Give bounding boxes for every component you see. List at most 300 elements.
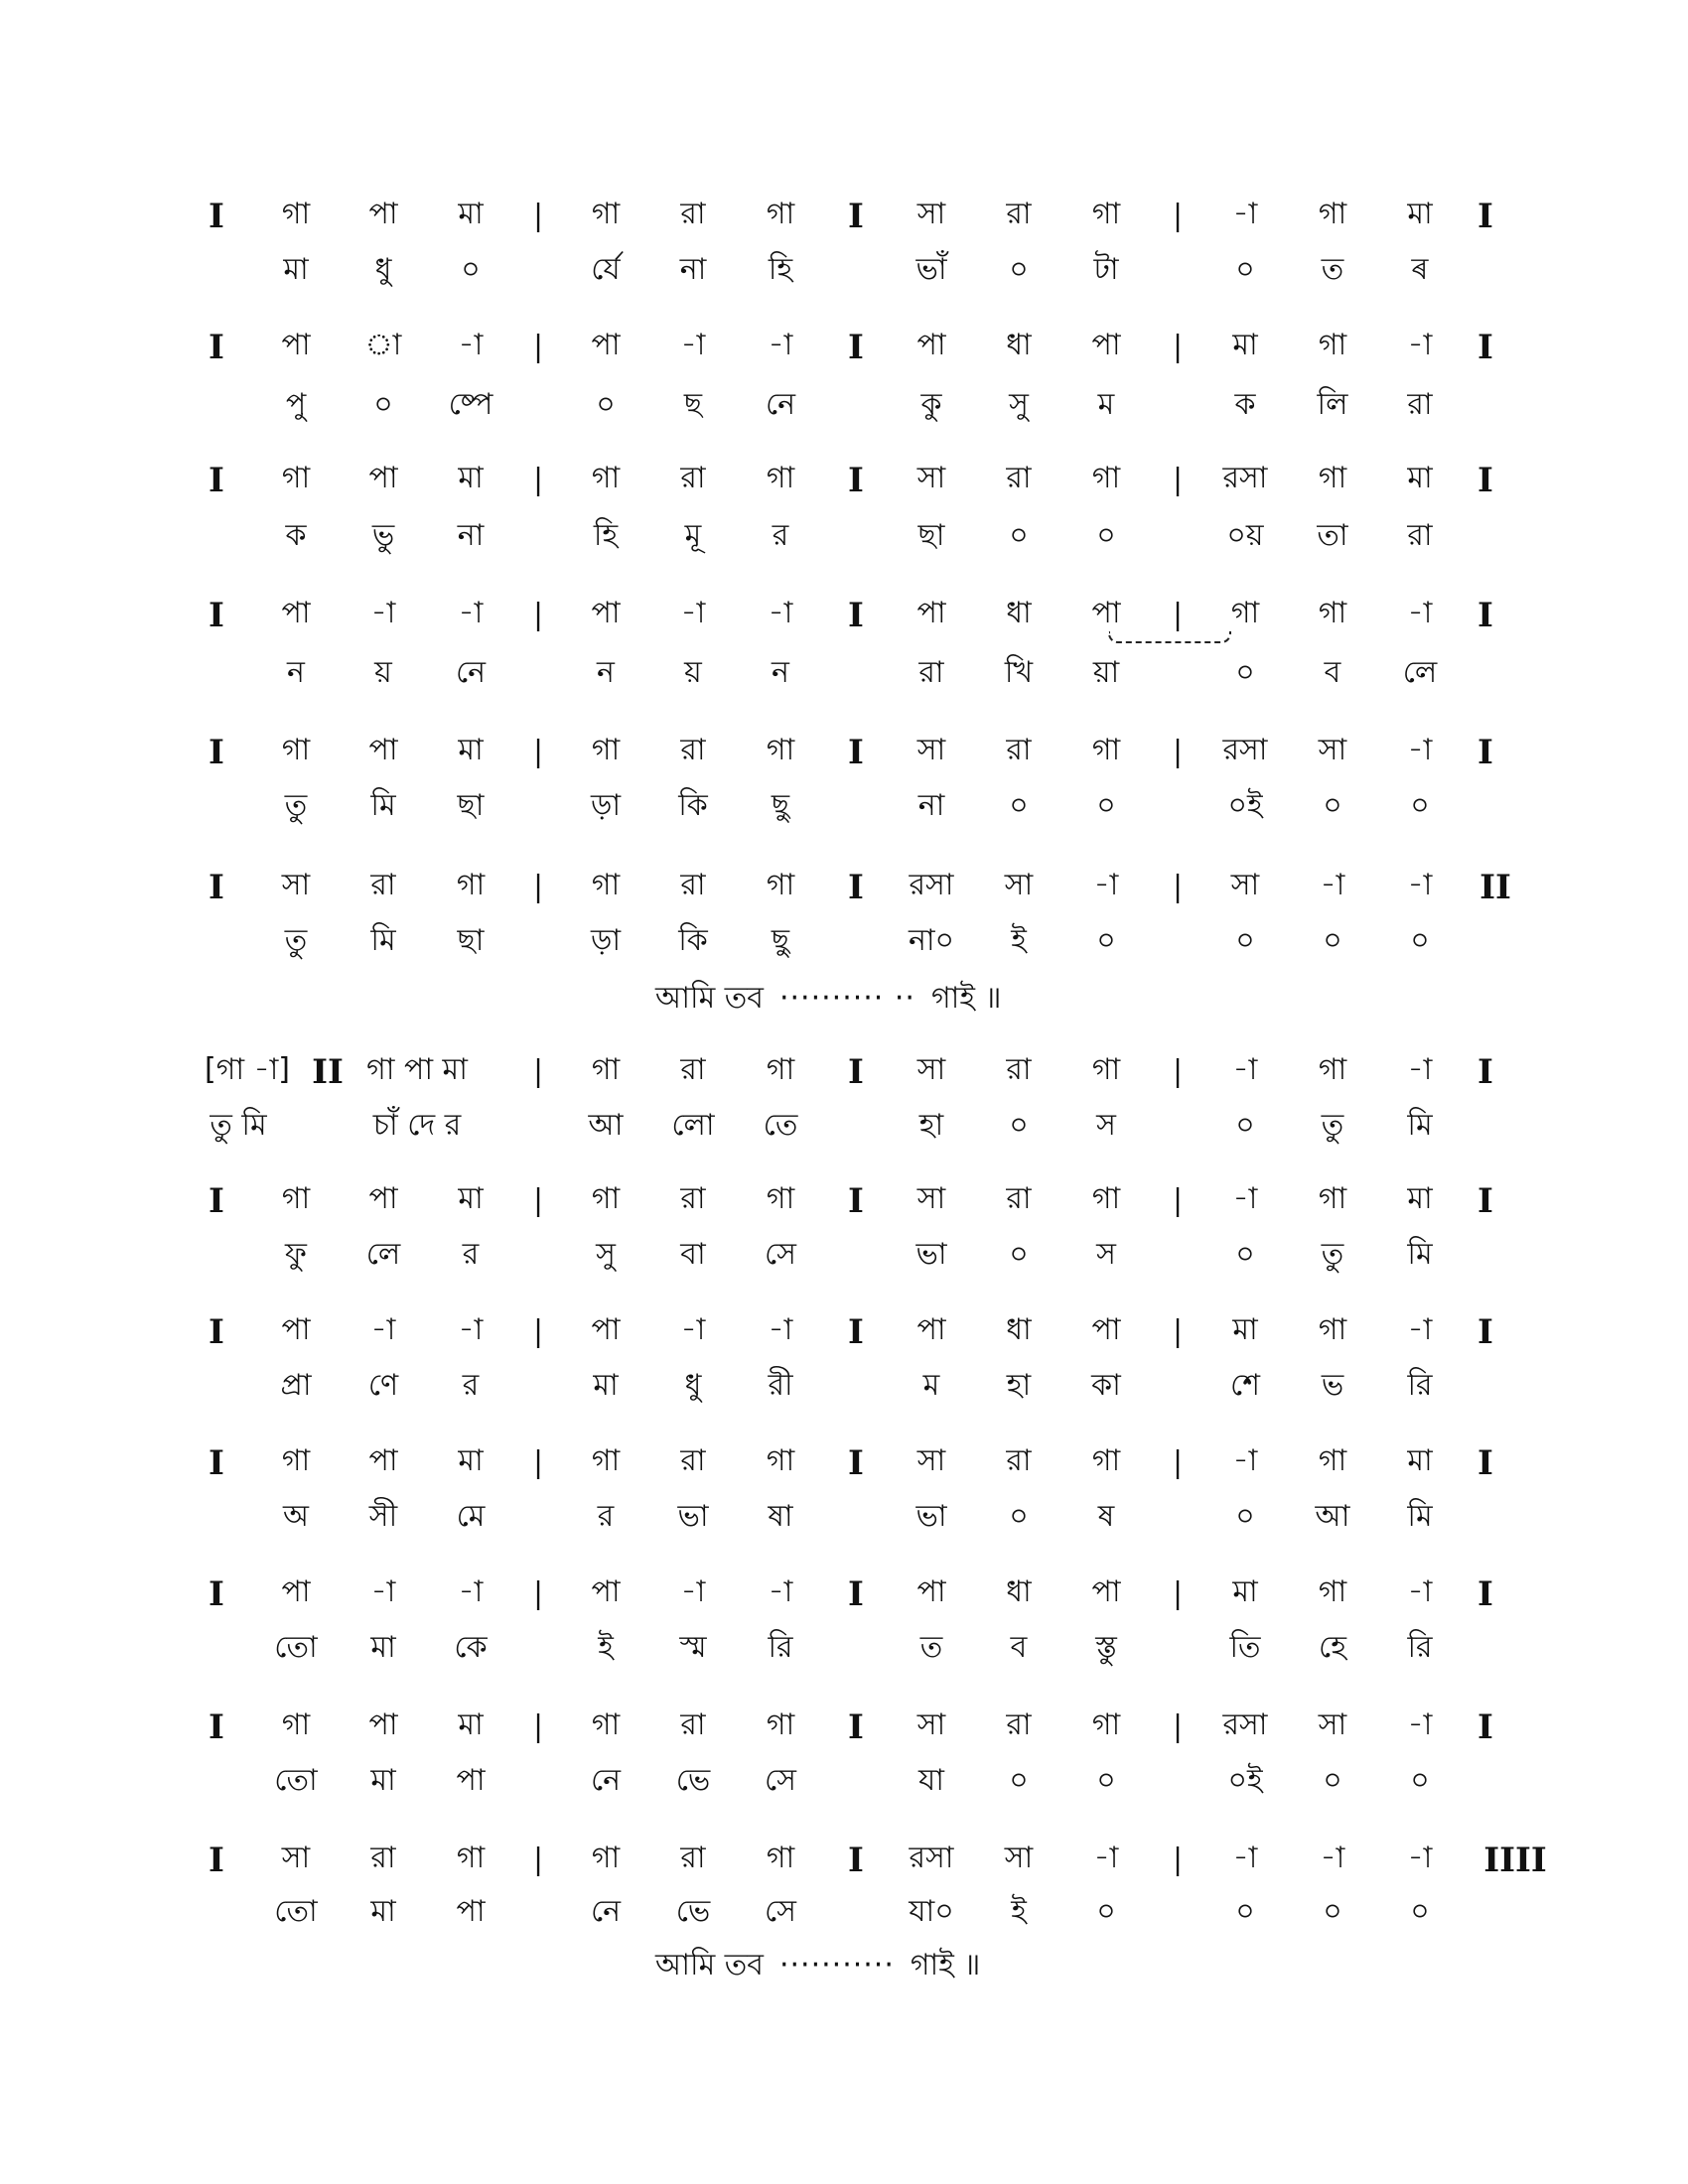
- note-cell: রসা: [909, 868, 954, 902]
- note-cell: সা: [1004, 868, 1034, 902]
- section-bar: I: [209, 1443, 224, 1483]
- note-cell: সা: [916, 1443, 946, 1478]
- lyric-row: [0, 250, 1688, 314]
- note-cell: গা: [591, 1443, 621, 1478]
- note-cell: ধা: [1006, 1574, 1032, 1609]
- lyric-syllable: ছা: [917, 518, 945, 553]
- lyric-syllable: ০: [1009, 1108, 1029, 1143]
- lyric-syllable: পা: [456, 1894, 486, 1929]
- measure-bar: |: [1172, 1054, 1184, 1089]
- lyric-syllable: ধু: [684, 1368, 702, 1403]
- note-cell: গা: [1318, 1443, 1347, 1478]
- section-bar: I: [848, 868, 864, 907]
- note-cell: -া: [1407, 1052, 1433, 1087]
- lyric-syllable: ০: [1009, 518, 1029, 553]
- note-cell: রা: [680, 197, 706, 231]
- note-cell: গা: [281, 1181, 311, 1216]
- lyric-syllable: ভা: [677, 1499, 709, 1534]
- lyric-row: [0, 921, 1688, 985]
- section-bar: I: [209, 1707, 224, 1747]
- lyric-syllable: র: [597, 1499, 615, 1534]
- note-cell: সা: [281, 868, 311, 902]
- lyric-syllable: র: [772, 518, 789, 553]
- lyric-syllable: ০: [1323, 1763, 1342, 1798]
- note-cell: -া: [680, 328, 706, 362]
- note-cell: পা: [368, 1443, 398, 1478]
- lyric-syllable: স: [1096, 1108, 1116, 1143]
- lyric-syllable: মূ: [684, 518, 702, 553]
- note-cell: -া: [1407, 868, 1433, 902]
- lyric-syllable: রা: [918, 655, 944, 690]
- lyric-syllable: ভে: [675, 1763, 711, 1798]
- note-cell: রা: [680, 1052, 706, 1087]
- note-cell: -া: [1232, 1443, 1258, 1478]
- tie-slur: [1108, 631, 1231, 643]
- measure-bar: |: [532, 1576, 544, 1611]
- lyric-syllable: কু: [920, 387, 942, 422]
- note-cell: গা: [766, 1443, 795, 1478]
- lyric-syllable: খি: [1004, 655, 1034, 690]
- note-cell: -া: [680, 1574, 706, 1609]
- note-cell: পা: [368, 733, 398, 767]
- lyric-syllable: র্যে: [591, 252, 621, 287]
- lyric-syllable: ০: [1096, 518, 1116, 553]
- lyric-syllable: ০: [1235, 1237, 1255, 1272]
- note-cell: রসা: [1222, 1707, 1268, 1742]
- lyric-syllable: স্ম: [679, 1630, 707, 1665]
- lyric-syllable: ভু: [371, 518, 395, 553]
- lyric-syllable: মা: [593, 1368, 619, 1403]
- lyric-syllable: কা: [1091, 1368, 1121, 1403]
- lyric-syllable: হি: [768, 252, 793, 287]
- note-cell: -া: [1407, 328, 1433, 362]
- note-cell: সা: [916, 197, 946, 231]
- lyric-syllable: ধু: [374, 252, 392, 287]
- note-cell: -া: [370, 1312, 396, 1347]
- end-bar: II: [312, 1052, 344, 1092]
- measure-bar: |: [532, 1709, 544, 1744]
- lyric-row: [0, 1106, 1688, 1169]
- note-cell: গা: [281, 197, 311, 231]
- note-cell: গা: [281, 733, 311, 767]
- lyric-syllable: ৰ: [1411, 252, 1429, 287]
- measure-bar: |: [1172, 870, 1184, 904]
- lyric-syllable: ০: [1096, 788, 1116, 823]
- lyric-syllable: ছ: [683, 387, 703, 422]
- refrain-start: আমি তব: [655, 1948, 764, 1982]
- lyric-syllable: পু: [285, 387, 307, 422]
- lyric-syllable: ন: [287, 655, 305, 690]
- lyric-syllable: র: [462, 1368, 480, 1403]
- lyric-syllable: লো: [671, 1108, 715, 1143]
- note-cell: সা: [916, 461, 946, 495]
- measure-bar: |: [532, 598, 544, 632]
- lyric-syllable: সু: [596, 1237, 616, 1272]
- lyric-syllable: ষা: [768, 1499, 793, 1534]
- refrain-line: [655, 979, 1001, 1019]
- note-cell: মা: [1407, 1181, 1433, 1216]
- measure-bar: |: [532, 1054, 544, 1089]
- lyric-syllable: ভা: [915, 1499, 947, 1534]
- note-cell: গা: [1091, 461, 1121, 495]
- lyric-syllable: নে: [590, 1763, 622, 1798]
- note-cell: -া: [1407, 1841, 1433, 1875]
- lyric-syllable: তু: [284, 788, 308, 823]
- note-cell: -া: [1320, 1841, 1345, 1875]
- lyric-row: [0, 653, 1688, 717]
- measure-bar: |: [1172, 1445, 1184, 1480]
- end-bar: II: [1479, 868, 1511, 907]
- note-cell: রসা: [1222, 733, 1268, 767]
- lyric-syllable: ০: [1235, 655, 1255, 690]
- lyric-syllable: নে: [455, 655, 487, 690]
- lyric-syllable: শে: [1230, 1368, 1260, 1403]
- note-cell: পা: [281, 596, 311, 630]
- note-cell: -া: [1407, 1312, 1433, 1347]
- section-bar: I: [848, 1443, 864, 1483]
- note-cell: -া: [680, 596, 706, 630]
- note-cell: পা: [1091, 1574, 1121, 1609]
- note-cell: গা: [766, 733, 795, 767]
- note-cell: রা: [680, 461, 706, 495]
- lyric-syllable: ০: [1096, 923, 1116, 958]
- note-cell: -া: [1232, 1181, 1258, 1216]
- refrain-dots: ···········: [778, 1948, 895, 1982]
- lyric-syllable: ভাঁ: [915, 252, 947, 287]
- note-cell: রসা: [1222, 461, 1268, 495]
- note-cell: গা: [1091, 1443, 1121, 1478]
- section-bar: I: [209, 868, 224, 907]
- lyric-syllable: কি: [678, 923, 708, 958]
- lyric-syllable: ০: [1410, 1763, 1430, 1798]
- section-bar: I: [1477, 1312, 1493, 1352]
- section-bar: I: [848, 1312, 864, 1352]
- note-cell: গা: [1230, 596, 1260, 630]
- section-bar: I: [1477, 328, 1493, 367]
- note-cell: মা: [1232, 328, 1258, 362]
- note-row: [0, 459, 1688, 522]
- lyric-syllable: ০: [461, 252, 481, 287]
- refrain-end: গাই ॥: [910, 1948, 981, 1982]
- note-cell: রা: [1006, 197, 1032, 231]
- note-cell: পা: [1091, 1312, 1121, 1347]
- note-cell: সা: [916, 1707, 946, 1742]
- lyric-syllable: ছু: [771, 923, 790, 958]
- lyric-syllable: ভে: [675, 1894, 711, 1929]
- note-cell: গা: [591, 1707, 621, 1742]
- note-cell: পা: [281, 328, 311, 362]
- lyric-syllable: না: [917, 788, 945, 823]
- section-bar: I: [209, 733, 224, 772]
- note-cell: সা: [281, 1841, 311, 1875]
- lyric-syllable: আ: [588, 1108, 624, 1143]
- section-bar: I: [848, 1052, 864, 1092]
- lyric-row: [0, 1628, 1688, 1692]
- note-cell: রা: [680, 868, 706, 902]
- note-cell: রা: [680, 1707, 706, 1742]
- lyric-syllable: হে: [1319, 1630, 1346, 1665]
- note-cell: গা পা মা: [366, 1052, 468, 1087]
- note-row: [0, 866, 1688, 929]
- note-cell: সা: [916, 733, 946, 767]
- note-cell: সা: [1230, 868, 1260, 902]
- note-cell: সা: [916, 1052, 946, 1087]
- section-bar: I: [209, 328, 224, 367]
- note-cell: পা: [1091, 596, 1121, 630]
- lyric-syllable: মে: [456, 1499, 486, 1534]
- lyric-syllable: তু: [1321, 1237, 1344, 1272]
- note-cell: পা: [916, 328, 946, 362]
- section-bar: I: [209, 596, 224, 635]
- note-cell: -া: [1232, 1052, 1258, 1087]
- note-cell: পা: [591, 328, 621, 362]
- note-cell: -া: [768, 1312, 793, 1347]
- note-cell: গা: [591, 1841, 621, 1875]
- lyric-syllable: ০: [373, 387, 393, 422]
- note-row: [0, 1179, 1688, 1243]
- lyric-syllable: পা: [456, 1763, 486, 1798]
- note-cell: পা: [591, 1312, 621, 1347]
- section-bar: I: [209, 1312, 224, 1352]
- note-cell: রা: [1006, 461, 1032, 495]
- section-bar: I: [1477, 461, 1493, 500]
- lyric-syllable: না: [679, 252, 707, 287]
- note-cell: -া: [680, 1312, 706, 1347]
- note-cell: রা: [370, 1841, 396, 1875]
- lyric-syllable: ত: [1321, 252, 1344, 287]
- lyric-syllable: ছা: [457, 788, 485, 823]
- lyric-syllable: অ: [283, 1499, 309, 1534]
- lyric-syllable: সু: [1009, 387, 1029, 422]
- lyric-syllable: ভা: [915, 1237, 947, 1272]
- lyric-syllable: ভ: [1321, 1368, 1344, 1403]
- section-bar: I: [1477, 596, 1493, 635]
- note-cell: গা: [1318, 328, 1347, 362]
- note-cell: গা: [1318, 1574, 1347, 1609]
- lyric-syllable: তু: [284, 923, 308, 958]
- lyric-syllable: হা: [1006, 1368, 1032, 1403]
- lyric-syllable: ০: [1235, 923, 1255, 958]
- note-cell: গা: [591, 733, 621, 767]
- section-bar: I: [1477, 1574, 1493, 1614]
- lyric-syllable: আ: [1315, 1499, 1350, 1534]
- measure-bar: |: [1172, 1576, 1184, 1611]
- note-cell: -া: [458, 1312, 484, 1347]
- lyric-syllable: তা: [1317, 518, 1348, 553]
- note-row: [0, 326, 1688, 389]
- lyric-syllable: য়: [684, 655, 702, 690]
- section-bar: I: [209, 1841, 224, 1880]
- note-cell: পা: [1091, 328, 1121, 362]
- refrain-line: [655, 1946, 980, 1985]
- lyric-syllable: মি: [370, 788, 396, 823]
- measure-bar: |: [532, 870, 544, 904]
- lyric-row: [0, 1366, 1688, 1430]
- measure-bar: |: [532, 735, 544, 769]
- note-row: [0, 195, 1688, 258]
- lyric-syllable: ই: [1011, 923, 1027, 958]
- section-bar: I: [209, 1574, 224, 1614]
- note-cell: মা: [1407, 197, 1433, 231]
- note-row: [0, 594, 1688, 657]
- lyric-syllable: সী: [368, 1499, 398, 1534]
- lyric-syllable: না০: [908, 923, 955, 958]
- note-cell: পা: [368, 1707, 398, 1742]
- lyric-syllable: ০: [1323, 788, 1342, 823]
- lyric-syllable: রি: [1407, 1368, 1433, 1403]
- measure-bar: |: [1172, 199, 1184, 233]
- lyric-syllable: য়া: [1092, 655, 1120, 690]
- note-cell: গা: [591, 868, 621, 902]
- note-cell: -া: [370, 596, 396, 630]
- note-cell: -া: [370, 1574, 396, 1609]
- note-cell: মা: [458, 1707, 484, 1742]
- note-cell: গা: [591, 1181, 621, 1216]
- note-cell: -া: [1407, 596, 1433, 630]
- lyric-syllable: ০: [1009, 788, 1029, 823]
- final-bar: IIII: [1483, 1841, 1547, 1880]
- note-row: [0, 731, 1688, 794]
- lyric-syllable: মা: [370, 1630, 396, 1665]
- lyric-syllable: হি: [593, 518, 619, 553]
- section-bar: I: [848, 461, 864, 500]
- measure-bar: |: [532, 463, 544, 497]
- lyric-row: [0, 385, 1688, 449]
- lyric-syllable: সে: [765, 1237, 796, 1272]
- measure-bar: |: [1172, 1709, 1184, 1744]
- lyric-syllable: কি: [678, 788, 708, 823]
- lyric-syllable: বা: [680, 1237, 706, 1272]
- lyric-syllable: ০: [1009, 252, 1029, 287]
- lyric-syllable: স: [1096, 1237, 1116, 1272]
- note-cell: রা: [370, 868, 396, 902]
- lyric-syllable: মা: [370, 1894, 396, 1929]
- note-cell: মা: [458, 461, 484, 495]
- lyric-syllable: ম: [1097, 387, 1115, 422]
- lyric-syllable: ষ: [1097, 1499, 1115, 1534]
- note-cell: গা: [1318, 1181, 1347, 1216]
- lead-in-notes: [গা -া]: [205, 1052, 291, 1087]
- lyric-syllable: লি: [1317, 387, 1348, 422]
- lyric-syllable: টা: [1093, 252, 1119, 287]
- lyric-syllable: ০: [1235, 1108, 1255, 1143]
- section-bar: I: [848, 197, 864, 236]
- note-cell: গা: [766, 1181, 795, 1216]
- lyric-syllable: ই: [1011, 1894, 1027, 1929]
- note-cell: গা: [281, 1707, 311, 1742]
- lyric-syllable: ০: [1235, 252, 1255, 287]
- note-cell: গা: [1318, 197, 1347, 231]
- note-cell: গা: [766, 1707, 795, 1742]
- section-bar: I: [1477, 1707, 1493, 1747]
- section-bar: I: [209, 197, 224, 236]
- lyric-syllable: লে: [365, 1237, 401, 1272]
- refrain-end: গাই ॥: [930, 981, 1002, 1016]
- lyric-syllable: হা: [918, 1108, 944, 1143]
- note-cell: ধা: [1006, 596, 1032, 630]
- section-bar: I: [848, 733, 864, 772]
- note-cell: মা: [458, 733, 484, 767]
- note-cell: রা: [680, 1181, 706, 1216]
- note-row: [0, 1572, 1688, 1636]
- measure-bar: |: [532, 1183, 544, 1218]
- lyric-syllable: ০ই: [1227, 1763, 1263, 1798]
- lyric-syllable: যা০: [909, 1894, 954, 1929]
- note-cell: রা: [1006, 1052, 1032, 1087]
- lyric-row: [0, 786, 1688, 850]
- lyric-syllable: কে: [454, 1630, 488, 1665]
- lyric-syllable: তো: [274, 1894, 318, 1929]
- note-cell: গা: [1318, 461, 1347, 495]
- note-cell: গা: [591, 197, 621, 231]
- lyric-syllable: ০: [1235, 1499, 1255, 1534]
- note-cell: মা: [1232, 1312, 1258, 1347]
- lyric-syllable: নে: [590, 1894, 622, 1929]
- note-cell: মা: [1407, 1443, 1433, 1478]
- note-cell: রা: [1006, 1181, 1032, 1216]
- section-bar: I: [1477, 733, 1493, 772]
- lyric-syllable: তু মি: [210, 1108, 267, 1143]
- lyric-syllable: ফু: [285, 1237, 307, 1272]
- lyric-syllable: স্তু: [1095, 1630, 1117, 1665]
- lyric-syllable: মা: [370, 1763, 396, 1798]
- note-cell: গা: [456, 1841, 486, 1875]
- lyric-syllable: তে: [763, 1108, 798, 1143]
- lyric-syllable: ড়া: [590, 923, 622, 958]
- lyric-syllable: তো: [274, 1763, 318, 1798]
- measure-bar: |: [532, 330, 544, 364]
- section-bar: I: [1477, 1052, 1493, 1092]
- note-cell: মা: [458, 1181, 484, 1216]
- lyric-syllable: রা: [1407, 518, 1433, 553]
- lyric-syllable: ০য়: [1226, 518, 1264, 553]
- note-cell: পা: [368, 197, 398, 231]
- note-cell: গা: [1091, 1707, 1121, 1742]
- lyric-row: [0, 1235, 1688, 1298]
- note-cell: গা: [591, 461, 621, 495]
- lyric-syllable: ০: [1235, 1894, 1255, 1929]
- note-cell: রা: [1006, 1707, 1032, 1742]
- measure-bar: |: [1172, 1183, 1184, 1218]
- note-cell: গা: [1091, 197, 1121, 231]
- measure-bar: |: [532, 199, 544, 233]
- note-cell: রা: [680, 1443, 706, 1478]
- note-cell: -া: [1407, 733, 1433, 767]
- lyric-syllable: ই: [598, 1630, 614, 1665]
- note-cell: -া: [458, 596, 484, 630]
- note-cell: মা: [1407, 461, 1433, 495]
- lyric-row: [0, 1761, 1688, 1825]
- note-cell: গা: [1091, 733, 1121, 767]
- note-cell: -া: [458, 1574, 484, 1609]
- note-cell: া: [364, 328, 402, 362]
- note-cell: রা: [1006, 1443, 1032, 1478]
- lyric-syllable: মা: [283, 252, 309, 287]
- lyric-syllable: ড়া: [590, 788, 622, 823]
- note-cell: -া: [1093, 868, 1119, 902]
- note-cell: গা: [281, 1443, 311, 1478]
- lyric-syllable: ন: [772, 655, 789, 690]
- note-cell: -া: [1320, 868, 1345, 902]
- note-cell: গা: [1091, 1052, 1121, 1087]
- lyric-syllable: ০: [1096, 1894, 1116, 1929]
- section-bar: I: [848, 596, 864, 635]
- note-cell: পা: [916, 596, 946, 630]
- note-cell: সা: [1004, 1841, 1034, 1875]
- lyric-syllable: ০: [596, 387, 616, 422]
- lyric-syllable: ০: [1410, 1894, 1430, 1929]
- note-cell: সা: [1318, 733, 1347, 767]
